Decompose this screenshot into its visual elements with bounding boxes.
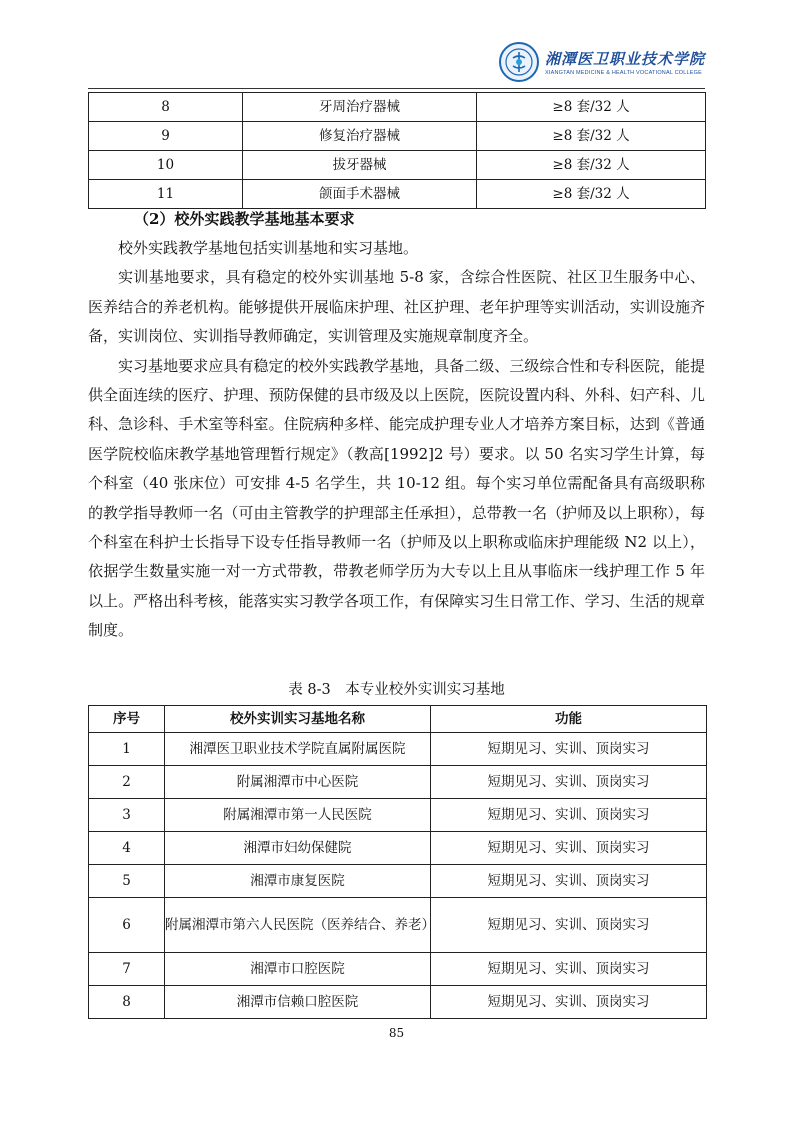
table-row (89, 733, 707, 766)
cell-no: 4 (89, 832, 165, 865)
paragraph: 实训基地要求，具有稳定的校外实训基地 5-8 家，含综合性医院、社区卫生服务中心、医养结合的养老机构。能够提供开展临床护理、社区护理、老年护理等实训活动，实训设施齐备，实训岗位、实训指导教师确定，实训管理及实施规章制度齐全。 (88, 268, 705, 346)
cell-name: 附属湘潭市第六人民医院（医养结合、养老） (165, 898, 431, 953)
cell-no: 10 (89, 151, 243, 180)
cell-name: 湘潭市康复医院 (165, 865, 431, 898)
cell-function: 短期见习、实训、顶岗实习 (431, 799, 707, 832)
paragraph: 实习基地要求应具有稳定的校外实践教学基地，具备二级、三级综合性和专科医院，能提供全面连续的医疗、护理、预防保健的县市级及以上医院，医院设置内科、外科、妇产科、儿科、急诊科、手术室等科室。住院病种多样、能完成护理专业人才培养方案目标，达到《普通医学院校临床教学基地管理暂行规定》（教高[1992]2 号）要求。以 50 名实习学生计算，每个科室（40 张床位）可安排 4-5 名学生，共 10-12 组。每个实习单位需配备具有高级职称的教学指导教师一名（可由主管教学的护理部主任承担），总带教一名（护师及以上职称），每个科室在科护士长指导下设专任指导教师一名（护师及以上职称或临床护理能级 N2 以上），依据学生数量实施一对一方式带教，带教老师学历为大专以上且从事临床一线护理工作 5 年以上。严格出科考核，能落实实习教学各项工作，有保障实习生日常工作、学习、生活的规章制度。 (88, 356, 705, 640)
school-emblem-icon (499, 42, 539, 82)
table-row (89, 953, 707, 986)
cell-quantity: ≥8 套/32 人 (477, 93, 706, 122)
cell-no: 7 (89, 953, 165, 986)
section-heading: （2）校外实践教学基地基本要求 (134, 210, 355, 228)
cell-name: 附属湘潭市中心医院 (165, 766, 431, 799)
cell-name: 湘潭市口腔医院 (165, 953, 431, 986)
cell-no: 9 (89, 122, 243, 151)
practice-base-table (88, 705, 707, 1019)
cell-no: 3 (89, 799, 165, 832)
cell-name: 湘潭市妇幼保健院 (165, 832, 431, 865)
school-name-en: XIANGTAN MEDICINE & HEALTH VOCATIONAL COLLEGE (544, 70, 703, 76)
cell-function: 短期见习、实训、顶岗实习 (431, 986, 707, 1019)
school-name: 湘潭医卫职业技术学院 (544, 50, 705, 68)
table-row (89, 180, 706, 209)
table-row (89, 865, 707, 898)
table-row (89, 122, 706, 151)
table-row (89, 832, 707, 865)
table-row (89, 898, 707, 953)
cell-quantity: ≥8 套/32 人 (477, 180, 706, 209)
header-name: 校外实训实习基地名称 (165, 706, 431, 733)
cell-function: 短期见习、实训、顶岗实习 (431, 832, 707, 865)
cell-name: 颌面手术器械 (243, 180, 477, 209)
body-text (88, 234, 705, 646)
cell-quantity: ≥8 套/32 人 (477, 122, 706, 151)
cell-name: 附属湘潭市第一人民医院 (165, 799, 431, 832)
cell-function: 短期见习、实训、顶岗实习 (431, 865, 707, 898)
cell-no: 5 (89, 865, 165, 898)
table-row (89, 986, 707, 1019)
cell-name: 湘潭市信赖口腔医院 (165, 986, 431, 1019)
school-logo (499, 42, 705, 82)
cell-function: 短期见习、实训、顶岗实习 (431, 733, 707, 766)
table-row (89, 151, 706, 180)
table-caption: 表 8-3 本专业校外实训实习基地 (288, 682, 505, 698)
cell-name: 牙周治疗器械 (243, 93, 477, 122)
header-function: 功能 (431, 706, 707, 733)
cell-name: 拔牙器械 (243, 151, 477, 180)
cell-name: 湘潭医卫职业技术学院直属附属医院 (165, 733, 431, 766)
paragraph: 校外实践教学基地包括实训基地和实习基地。 (118, 239, 419, 257)
cell-quantity: ≥8 套/32 人 (477, 151, 706, 180)
cell-no: 2 (89, 766, 165, 799)
cell-function: 短期见习、实训、顶岗实习 (431, 953, 707, 986)
table-row (89, 799, 707, 832)
cell-no: 1 (89, 733, 165, 766)
table-row (89, 766, 707, 799)
cell-no: 8 (89, 986, 165, 1019)
cell-function: 短期见习、实训、顶岗实习 (431, 766, 707, 799)
cell-no: 8 (89, 93, 243, 122)
page-header (88, 38, 705, 89)
cell-function: 短期见习、实训、顶岗实习 (431, 898, 707, 953)
page-number: 85 (388, 1026, 405, 1040)
table-header-row (89, 706, 707, 733)
cell-no: 6 (89, 898, 165, 953)
equipment-table (88, 92, 706, 209)
table-row (89, 93, 706, 122)
header-no: 序号 (89, 706, 165, 733)
cell-name: 修复治疗器械 (243, 122, 477, 151)
cell-no: 11 (89, 180, 243, 209)
